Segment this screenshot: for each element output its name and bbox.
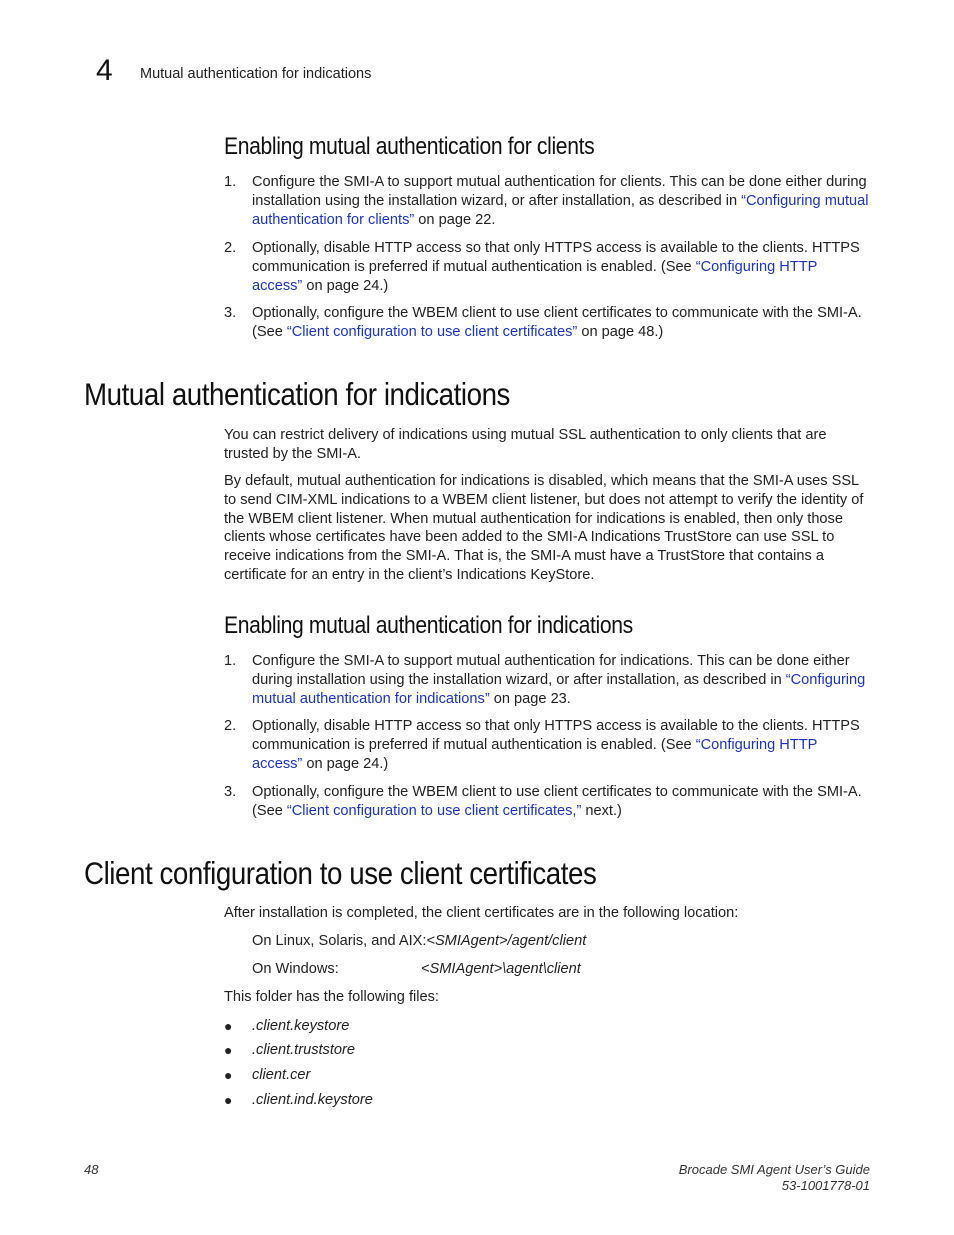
- section-title-indications: Mutual authentication for indications: [84, 376, 510, 412]
- cross-reference-link[interactable]: “Client configuration to use client certificates,”: [286, 802, 582, 819]
- running-header: Mutual authentication for indications: [140, 66, 372, 82]
- list-item: [224, 1091, 373, 1110]
- cross-reference-link[interactable]: “Configuring mutual authentication for indications”: [252, 671, 866, 707]
- file-name: client.cer: [252, 1067, 311, 1083]
- list-text: Configure the SMI-A to support mutual authentication for indications. This can be done either during installation using the installation wizard, or after installation, as described in: [252, 653, 850, 688]
- cross-reference-link[interactable]: “Configuring HTTP access”: [252, 736, 818, 772]
- list-text-tail: on page 24.): [302, 755, 389, 772]
- paragraph: After installation is completed, the client certificates are in the following location:: [224, 905, 739, 921]
- list-item: [224, 783, 869, 821]
- bullet-icon: ●: [224, 1092, 233, 1108]
- list-text-tail: on page 23.: [489, 690, 571, 707]
- list-text: Optionally, disable HTTP access so that only HTTPS access is available to the clients. HTTPS communication is preferred if mutual authentication is enabled. (See: [252, 718, 860, 753]
- linux-label: On Linux, Solaris, and AIX:: [252, 933, 427, 949]
- cross-reference-link[interactable]: “Configuring HTTP access”: [252, 258, 818, 294]
- list-text: Configure the SMI-A to support mutual authentication for clients. This can be done either during installation using the installation wizard, or after installation, as described in: [252, 174, 867, 209]
- section-heading-indications: Enabling mutual authentication for indications: [224, 612, 633, 639]
- list-text-tail: on page 22.: [414, 211, 496, 228]
- linux-location: [252, 932, 812, 951]
- section-title-client-config: Client configuration to use client certificates: [84, 855, 597, 891]
- list-number: 3.: [224, 305, 237, 321]
- paragraph: You can restrict delivery of indications using mutual SSL authentication to only clients that are trusted by the SMI-A.: [224, 427, 827, 462]
- footer-doc-number: 53-1001778-01: [781, 1178, 870, 1193]
- chapter-number: 4: [96, 54, 113, 87]
- footer-doc-title: Brocade SMI Agent User’s Guide: [678, 1162, 870, 1177]
- linux-path: <SMIAgent>/agent/client: [426, 933, 587, 949]
- list-item: [224, 1066, 310, 1085]
- cross-reference-link[interactable]: “Configuring mutual authentication for clients”: [252, 192, 869, 228]
- section-heading-clients: Enabling mutual authentication for clients: [224, 133, 595, 160]
- list-number: 2.: [224, 240, 237, 256]
- paragraph: This folder has the following files:: [224, 989, 439, 1005]
- list-number: 3.: [224, 784, 237, 800]
- windows-label: On Windows:: [252, 961, 339, 977]
- list-item: [224, 173, 869, 229]
- list-item: [224, 239, 869, 295]
- list-number: 2.: [224, 718, 237, 734]
- bullet-icon: ●: [224, 1067, 233, 1083]
- cross-reference-link[interactable]: “Client configuration to use client certificates”: [286, 323, 578, 340]
- page-number: 48: [84, 1162, 99, 1177]
- list-item: [224, 304, 869, 342]
- list-text: Optionally, configure the WBEM client to use client certificates to communicate with the SMI-A. (See: [252, 305, 862, 340]
- list-text-tail: on page 24.): [302, 277, 389, 294]
- list-item: [224, 1017, 349, 1036]
- list-item: [224, 652, 869, 708]
- bullet-icon: ●: [224, 1018, 233, 1034]
- list-item: [224, 1041, 355, 1060]
- file-name: .client.keystore: [252, 1018, 350, 1034]
- list-text-tail: on page 48.): [577, 323, 664, 340]
- list-text: Optionally, disable HTTP access so that only HTTPS access is available to the clients. HTTPS communication is preferred if mutual authentication is enabled. (See: [252, 240, 860, 275]
- list-number: 1.: [224, 653, 237, 669]
- file-name: .client.truststore: [252, 1042, 356, 1058]
- list-text-tail: next.): [581, 802, 622, 819]
- list-number: 1.: [224, 174, 237, 190]
- paragraph: By default, mutual authentication for indications is disabled, which means that the SMI-A uses SSL to send CIM-XML indications to a WBEM client listener, but does not attempt to verify the identity of the WBEM client listener. When mutual authentication for indications is enabled, then only those clients whose certificates have been added to the SMI-A Indications TrustStore can use SSL to receive indications from the SMI-A. That is, the SMI-A must have a TrustStore that contains a certificate for an entry in the client’s Indications KeyStore.: [224, 473, 864, 583]
- windows-path: <SMIAgent>\agent\client: [421, 961, 581, 977]
- list-text: Optionally, configure the WBEM client to use client certificates to communicate with the SMI-A. (See: [252, 784, 862, 819]
- bullet-icon: ●: [224, 1042, 233, 1058]
- file-name: .client.ind.keystore: [252, 1092, 373, 1108]
- list-item: [224, 717, 869, 773]
